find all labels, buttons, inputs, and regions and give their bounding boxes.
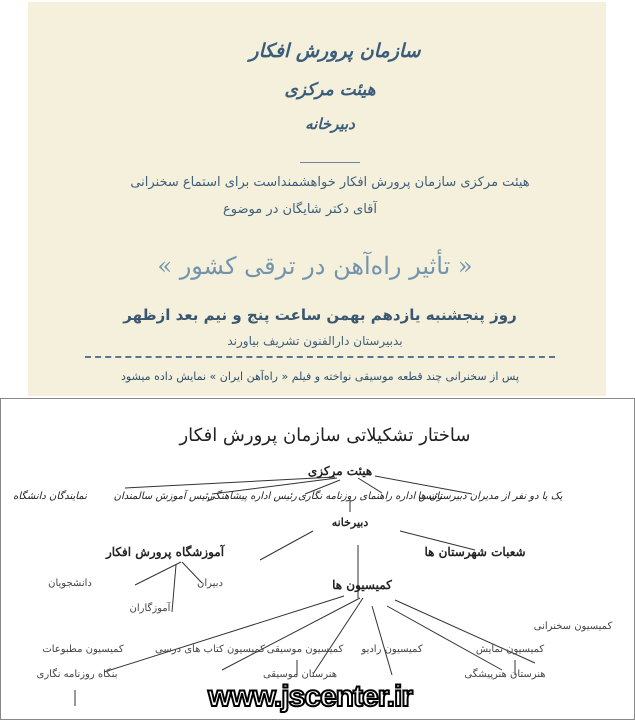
node-member-3: رئیس اداره پیشاهنگی — [207, 491, 297, 502]
footnote: پس از سخنرانی چند قطعه موسیقی نواخته و فیلم « راه‌آهن ایران » نمایش داده میشود — [120, 370, 520, 383]
node-students: دانشجویان — [48, 578, 92, 589]
watermark: www.jscenter.ir — [208, 680, 412, 713]
node-member-2: رئیس اداره راهنمای روزنامه نگاری — [298, 491, 442, 502]
node-member-5: نمایندگان دانشگاه — [13, 491, 87, 502]
node-commission-textbooks: کمیسیون کتاب های درسی — [155, 644, 265, 655]
chart-title: ساختار تشکیلاتی سازمان پرورش افکار — [179, 425, 471, 446]
invitation-line1: هیئت مرکزی سازمان پرورش افکار خواهشمنداست برای استماع سخنرانی — [130, 175, 530, 190]
node-primary-teachers: آموزگاران — [129, 603, 171, 614]
node-secretariat: دبیرخانه — [331, 516, 369, 529]
node-commission-radio: کمیسیون رادیو — [361, 644, 423, 655]
node-branches: شعبات شهرستان ها — [424, 545, 526, 559]
node-member-4: رئیس آموزش سالمندان — [113, 491, 213, 502]
lecture-datetime: روز پنجشنبه یازدهم بهمن ساعت پنج و نیم بعد ازظهر — [123, 306, 517, 324]
node-teachers: دبیران — [197, 578, 223, 589]
org-name: سازمان پرورش افکار — [249, 40, 421, 62]
lecture-venue: بدبیرستان دارالفنون تشریف بیاورند — [227, 334, 403, 348]
node-school: آموزشگاه پرورش افکار — [105, 545, 225, 559]
node-member-1: یک یا دو نفر از مدیران دبیرستان ها — [417, 491, 563, 502]
node-drama-conservatory: هنرستان هنرپیشگی — [464, 669, 546, 680]
node-commission-music: کمیسیون موسیقی — [266, 644, 344, 655]
node-commission-theater: کمیسیون نمایش — [475, 644, 545, 655]
node-commission-press: کمیسیون مطبوعات — [42, 644, 124, 655]
node-commission-lectures: کمیسیون سخنرانی — [533, 621, 613, 632]
node-central-board: هیئت مرکزی — [307, 464, 373, 478]
secretariat-heading: دبیرخانه — [305, 115, 355, 133]
node-commissions: کمیسیون ها — [332, 578, 392, 592]
node-journalism-agency: بنگاه روزنامه نگاری — [36, 669, 118, 680]
board-heading: هیئت مرکزی — [284, 80, 376, 100]
lecture-topic: « تأثیر راه‌آهن در ترقی کشور » — [157, 252, 473, 280]
node-music-conservatory: هنرستان موسیقی — [262, 669, 338, 680]
invitation-line2: آقای دکتر شایگان در موضوع — [223, 202, 377, 217]
